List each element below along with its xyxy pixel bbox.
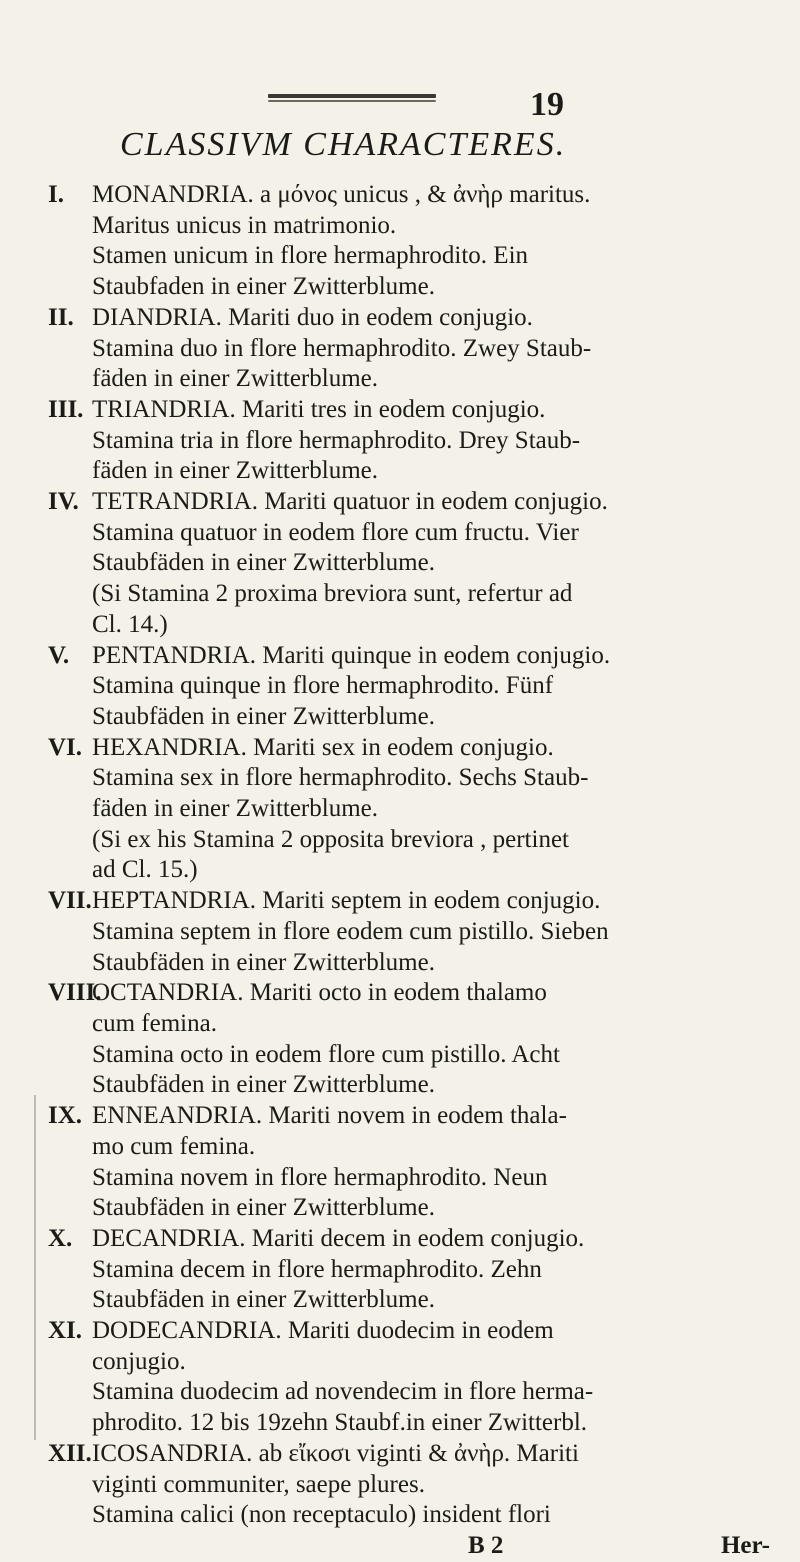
- entry-text-line: phrodito. 12 bis 19zehn Staubf.in einer Zwitterbl.: [92, 1409, 588, 1437]
- class-number: II.: [48, 303, 74, 331]
- class-entry: [48, 1101, 778, 1224]
- class-title-line: [48, 978, 778, 1009]
- class-description: PENTANDRIA. Mariti quinque in eodem conjugio.: [92, 641, 611, 669]
- class-entry: [48, 1439, 778, 1531]
- class-number: XII.: [48, 1439, 92, 1467]
- class-description: DECANDRIA. Mariti decem in eodem conjugio.: [92, 1224, 585, 1252]
- class-number: VIII.: [48, 979, 102, 1007]
- class-description: HEPTANDRIA. Mariti septem in eodem conjugio.: [92, 887, 601, 915]
- class-number: VI.: [48, 733, 83, 761]
- class-title-line: [48, 303, 778, 334]
- class-entry: [48, 886, 778, 978]
- class-number: V.: [48, 641, 70, 669]
- entry-text-line: Stamina quatuor in eodem flore cum fructu. Vier: [92, 518, 579, 546]
- entry-text-line: conjugio.: [92, 1347, 186, 1375]
- class-title-line: [48, 641, 778, 672]
- class-entry: [48, 395, 778, 487]
- class-entry: [48, 641, 778, 733]
- entry-text-line: cum femina.: [92, 1009, 217, 1037]
- entry-text-line: Stamina septem in flore eodem cum pistillo. Sieben: [92, 917, 609, 945]
- class-number: III.: [48, 395, 84, 423]
- class-entry: [48, 487, 778, 641]
- ornament-bar: [268, 94, 436, 98]
- class-description: ICOSANDRIA. ab εἴκοσι viginti & ἀνὴρ. Mariti: [92, 1439, 579, 1467]
- class-entry: [48, 180, 778, 303]
- entry-text-line: Staubfäden in einer Zwitterblume.: [92, 1194, 435, 1222]
- class-title-line: [48, 1316, 778, 1347]
- entry-text-line: Stamina decem in flore hermaphrodito. Zehn: [92, 1255, 542, 1283]
- entry-text-line: (Si Stamina 2 proxima breviora sunt, refertur ad: [92, 580, 573, 608]
- entry-text-line: Stamina octo in eodem flore cum pistillo. Acht: [92, 1040, 560, 1068]
- class-list: [48, 180, 778, 1562]
- page-heading: CLASSIVM CHARACTERES.: [120, 126, 567, 163]
- margin-line: [34, 1095, 36, 1440]
- header-ornament: [268, 94, 436, 108]
- class-title-line: [48, 180, 778, 211]
- entry-text-line: fäden in einer Zwitterblume.: [92, 457, 378, 485]
- class-description: HEXANDRIA. Mariti sex in eodem conjugio.: [92, 733, 554, 761]
- entry-text-line: Stamina duodecim ad novendecim in flore herma-: [92, 1378, 594, 1406]
- class-title-line: [48, 487, 778, 518]
- class-entry: [48, 1316, 778, 1439]
- entry-text-line: Staubfaden in einer Zwitterblume.: [92, 273, 435, 301]
- entry-text-line: ad Cl. 15.): [92, 856, 198, 884]
- entry-text-line: Staubfäden in einer Zwitterblume.: [92, 948, 435, 976]
- ornament-bar: [268, 100, 436, 102]
- signature-mark: B 2: [468, 1531, 504, 1559]
- entry-text-line: Stamina sex in flore hermaphrodito. Sechs Staub-: [92, 764, 589, 792]
- entry-text-line: Staubfäden in einer Zwitterblume.: [92, 549, 435, 577]
- entry-text-line: Stamina duo in flore hermaphrodito. Zwey Staub-: [92, 334, 592, 362]
- entry-text-line: fäden in einer Zwitterblume.: [92, 365, 378, 393]
- class-number: I.: [48, 181, 64, 208]
- class-entry: [48, 303, 778, 395]
- entry-text-line: fäden in einer Zwitterblume.: [92, 795, 378, 823]
- class-title-line: [48, 1101, 778, 1132]
- class-number: XI.: [48, 1317, 83, 1345]
- class-description: OCTANDRIA. Mariti octo in eodem thalamo: [92, 979, 547, 1007]
- class-description: ENNEANDRIA. Mariti novem in eodem thala-: [92, 1102, 567, 1130]
- class-description: TETRANDRIA. Mariti quatuor in eodem conjugio.: [92, 488, 608, 516]
- class-title-line: [48, 1224, 778, 1255]
- class-title-line: [48, 886, 778, 917]
- entry-text-line: Staubfäden in einer Zwitterblume.: [92, 1286, 435, 1314]
- class-title-line: [48, 395, 778, 426]
- class-description: MONANDRIA. a μόνος unicus , & ἀνὴρ maritus.: [92, 181, 591, 208]
- class-description: TRIANDRIA. Mariti tres in eodem conjugio.: [92, 395, 546, 423]
- entry-text-line: Stamina tria in flore hermaphrodito. Drey Staub-: [92, 426, 581, 454]
- class-number: IX.: [48, 1102, 83, 1130]
- class-entry: [48, 978, 778, 1101]
- class-title-line: [48, 1439, 778, 1470]
- entry-text-line: Stamina novem in flore hermaphrodito. Neun: [92, 1163, 548, 1191]
- catchword: Her-: [720, 1531, 770, 1559]
- class-title-line: [48, 733, 778, 764]
- entry-text-line: mo cum femina.: [92, 1132, 256, 1160]
- class-description: DIANDRIA. Mariti duo in eodem conjugio.: [92, 303, 533, 331]
- class-description: DODECANDRIA. Mariti duodecim in eodem: [92, 1317, 554, 1345]
- footer-line: [48, 1531, 778, 1562]
- entry-text-line: Staubfäden in einer Zwitterblume.: [92, 702, 435, 730]
- class-number: VII.: [48, 887, 92, 915]
- entry-text-line: Stamina calici (non receptaculo) insident flori: [92, 1501, 551, 1529]
- entry-text-line: Stamen unicum in flore hermaphrodito. Ein: [92, 242, 529, 270]
- entry-text-line: Maritus unicus in matrimonio.: [92, 211, 397, 239]
- entry-text-line: Staubfäden in einer Zwitterblume.: [92, 1071, 435, 1099]
- entry-text-line: Cl. 14.): [92, 610, 168, 638]
- entry-text-line: Stamina quinque in flore hermaphrodito. Fünf: [92, 672, 554, 700]
- class-entry: [48, 733, 778, 887]
- entry-text-line: viginti communiter, saepe plures.: [92, 1470, 425, 1498]
- class-number: IV.: [48, 488, 79, 516]
- class-number: X.: [48, 1224, 73, 1252]
- class-entry: [48, 1224, 778, 1316]
- entry-text-line: (Si ex his Stamina 2 opposita breviora , pertinet: [92, 825, 569, 853]
- page-number: 19: [530, 86, 564, 123]
